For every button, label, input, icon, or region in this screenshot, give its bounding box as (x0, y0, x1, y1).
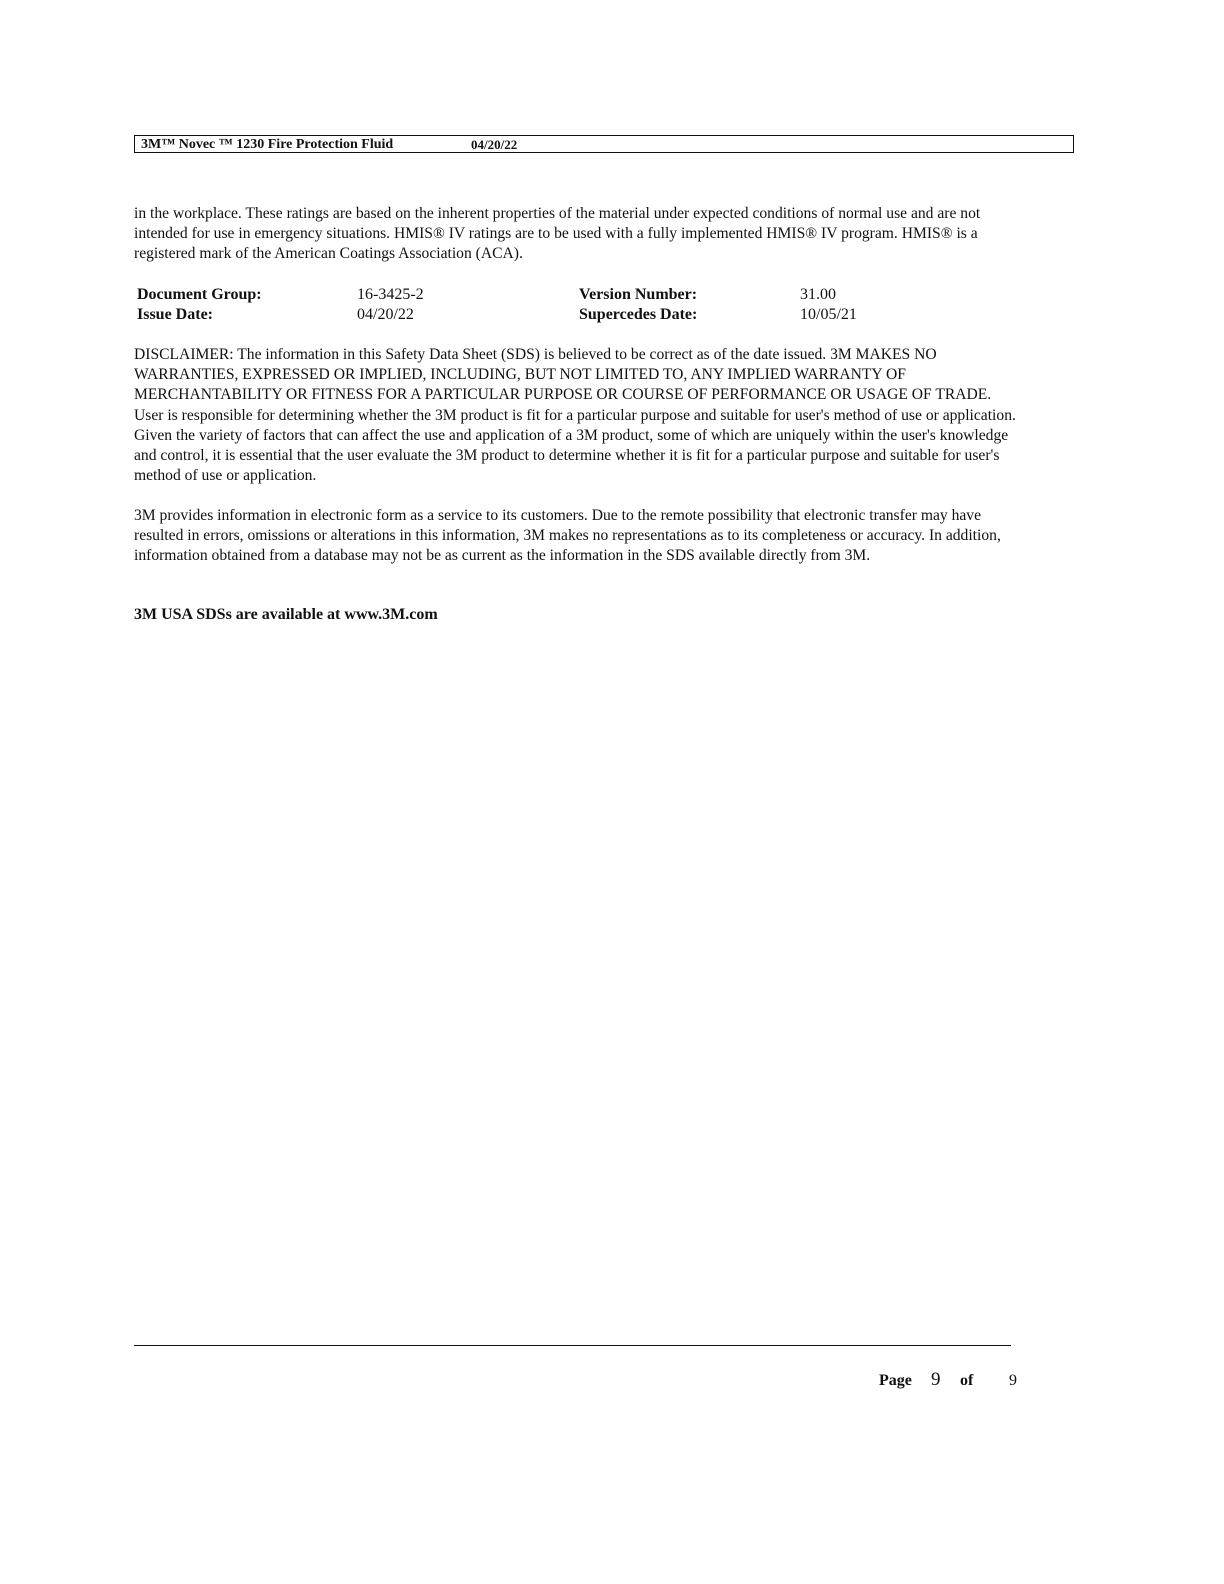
product-title: 3M™ Novec ™ 1230 Fire Protection Fluid (141, 137, 394, 152)
supercedes-date-label: Supercedes Date: (579, 306, 698, 323)
page-current: 9 (931, 1369, 941, 1390)
footer-divider (134, 1345, 1011, 1346)
document-group-label: Document Group: (137, 286, 262, 303)
disclaimer-paragraph: DISCLAIMER: The information in this Safety Data Sheet (SDS) is believed to be correct as of the date issued. 3M MAKES NO WARRANTIES, EXPRESSED OR IMPLIED, INCLUDING, BUT NOT LIMITED TO, ANY IMPLIED WARRANTY OF MERCHANTABILITY OR FITNESS FOR A PARTICULAR PURPOSE OR COURSE OF PERFORMANCE OR USAGE OF TRADE. User is responsible for determining whether the 3M product is fit for a particular purpose and suitable for user's method of use or application. Given the variety of factors that can affect the use and application of a 3M product, some of which are uniquely within the user's knowledge and control, it is essential that the user evaluate the 3M product to determine whether it is fit for a particular purpose and suitable for user's method of use or application. (134, 346, 1016, 485)
document-group-value: 16-3425-2 (357, 286, 424, 303)
version-number-label: Version Number: (579, 286, 698, 303)
document-header (134, 135, 1074, 153)
header-date: 04/20/22 (471, 137, 518, 152)
page-total: 9 (1009, 1372, 1017, 1389)
availability-note: 3M USA SDSs are available at www.3M.com (134, 606, 438, 623)
issue-date-label: Issue Date: (137, 306, 213, 323)
hmis-paragraph: in the workplace. These ratings are based on the inherent properties of the material under expected conditions of normal use and are not intended for use in emergency situations. HMIS® IV ratings are to be used with a fully implemented HMIS® IV program. HMIS® is a registered mark of the American Coatings Association (ACA). (134, 205, 981, 263)
electronic-info-paragraph: 3M provides information in electronic form as a service to its customers. Due to the remote possibility that electronic transfer may have resulted in errors, omissions or alterations in this information, 3M makes no representations as to its completeness or accuracy. In addition, information obtained from a database may not be as current as the information in the SDS available directly from 3M. (134, 507, 1001, 565)
of-label: of (960, 1372, 974, 1389)
issue-date-value: 04/20/22 (357, 306, 414, 323)
version-number-value: 31.00 (800, 286, 836, 303)
supercedes-date-value: 10/05/21 (800, 306, 857, 323)
page-label: Page (879, 1372, 912, 1389)
